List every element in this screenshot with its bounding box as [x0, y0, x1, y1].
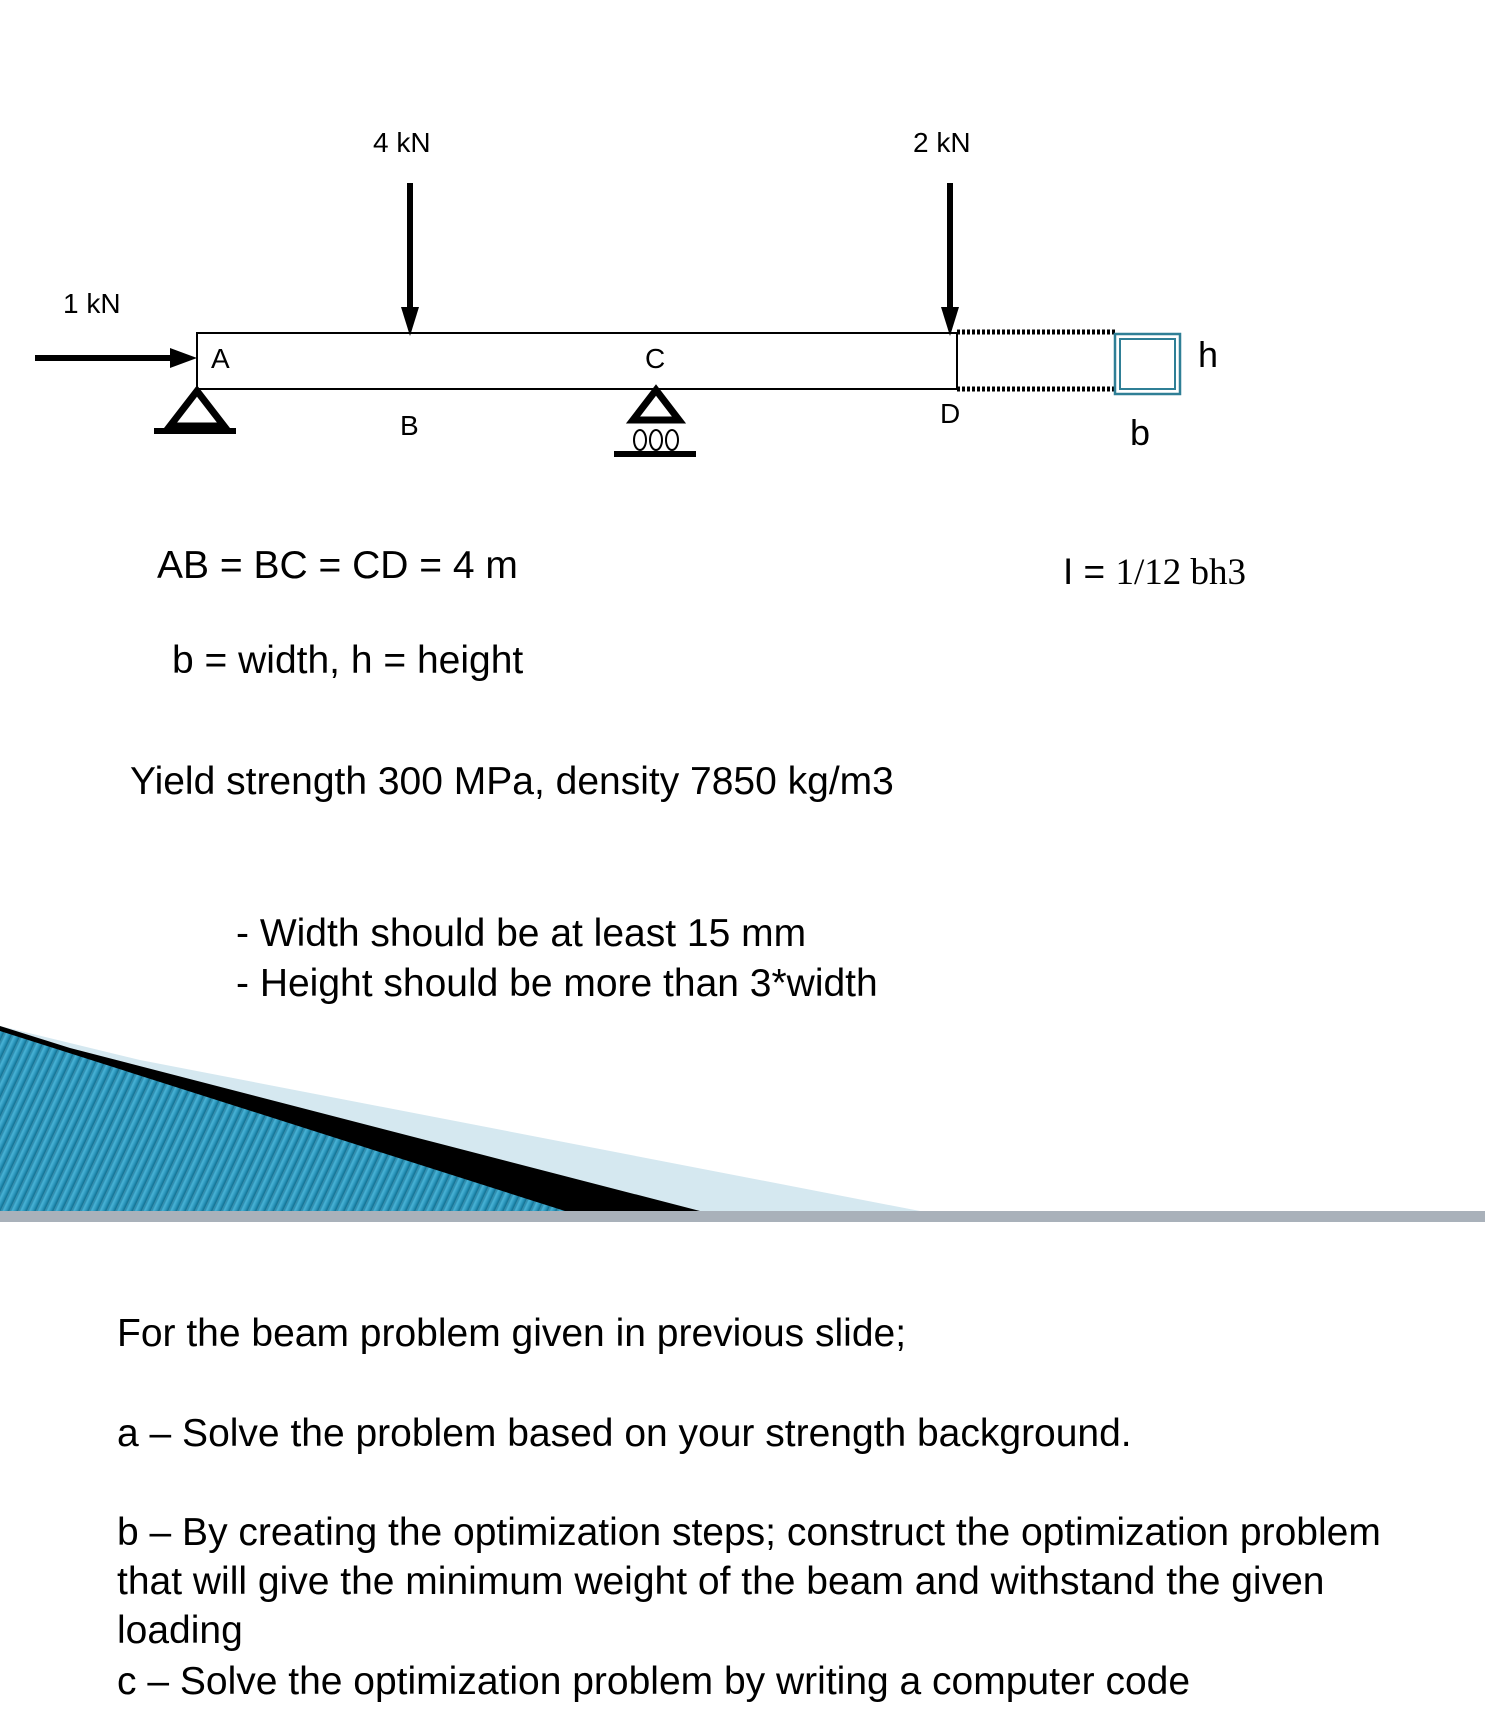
divider-bar — [0, 1211, 1485, 1222]
inertia-formula: 1/12 bh3 — [1115, 552, 1246, 593]
point-label-a: A — [211, 343, 230, 374]
load-arrow-d — [941, 183, 959, 336]
roller-support-c — [614, 390, 696, 454]
task-b: b – By creating the optimization steps; construct the optimization problem that will give the minimum weight of the beam and withstand the given loading — [117, 1511, 1381, 1652]
task-intro: For the beam problem given in previous slide; — [117, 1312, 907, 1355]
constraint-height: - Height should be more than 3*width — [236, 962, 878, 1005]
task-a: a – Solve the problem based on your strength background. — [117, 1412, 1132, 1455]
point-label-d: D — [940, 398, 961, 429]
inertia-text — [1063, 551, 1246, 594]
dimensions-text: b = width, h = height — [172, 639, 524, 682]
constraint-width: - Width should be at least 15 mm — [236, 912, 807, 955]
load-label-b: 4 kN — [373, 127, 431, 158]
decorative-banner — [0, 1026, 1485, 1222]
section-projection-lines — [957, 332, 1115, 389]
beam — [197, 333, 957, 389]
task-c: c – Solve the optimization problem by writing a computer code — [117, 1660, 1191, 1703]
load-arrow-left — [35, 348, 197, 368]
section-label-h: h — [1198, 334, 1219, 375]
section-label-b: b — [1130, 412, 1151, 453]
load-label-d: 2 kN — [913, 127, 971, 158]
lengths-text: AB = BC = CD = 4 m — [157, 544, 518, 587]
point-label-b: B — [400, 410, 419, 441]
inertia-prefix: I = — [1063, 551, 1116, 592]
point-label-c: C — [645, 343, 666, 374]
load-label-left: 1 kN — [63, 288, 121, 319]
load-arrow-b — [401, 183, 419, 336]
cross-section — [1115, 334, 1180, 394]
material-text: Yield strength 300 MPa, density 7850 kg/m3 — [130, 760, 894, 803]
pin-support-a — [154, 391, 236, 431]
constraints-list — [236, 909, 878, 1009]
